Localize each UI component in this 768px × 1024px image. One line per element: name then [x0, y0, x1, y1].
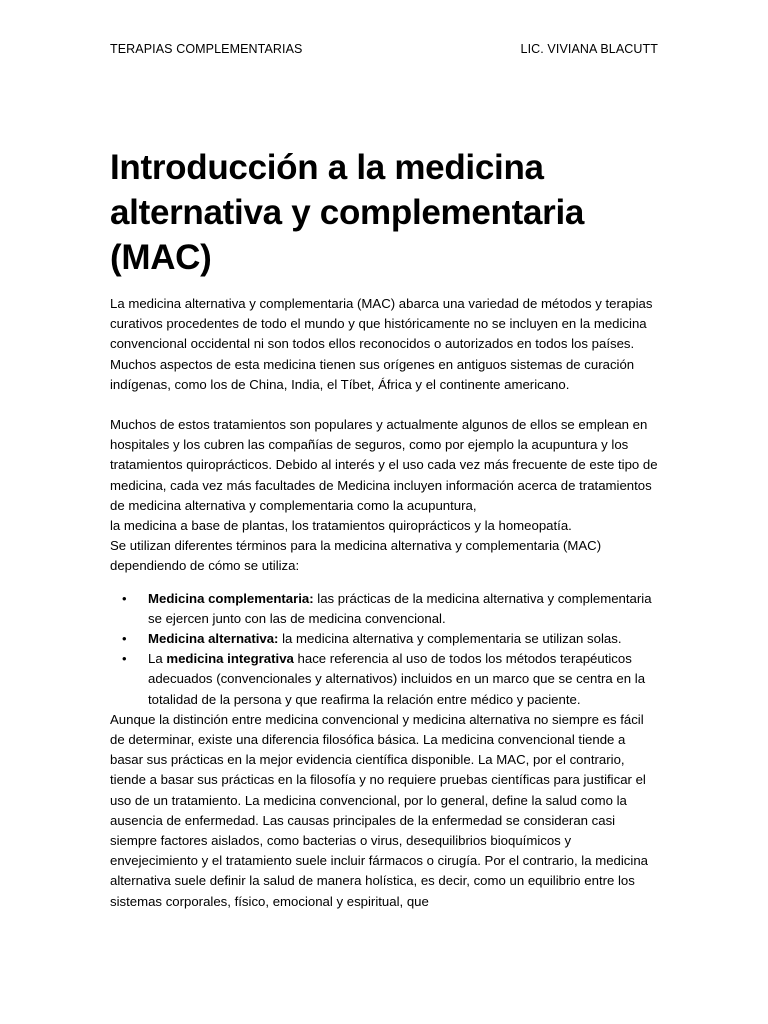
paragraph-treatments-1: Muchos de estos tratamientos son populares y actualmente algunos de ellos se emplean en hospitales y los cubren las compañías de seguros, como por ejemplo la acupuntura y los tratamientos quiroprácticos. Debido al interés y el uso cada vez más frecuente de este tipo de medicina, cada vez más facultades de Medicina incluyen información acerca de tratamientos de medicina alternativa y complementaria como la acupuntura, [110, 417, 658, 513]
list-item-term: Medicina alternativa: [148, 631, 279, 647]
list-item [110, 649, 658, 710]
header-author: LIC. VIVIANA BLACUTT [520, 42, 658, 56]
bullet-icon: • [122, 631, 127, 647]
paragraph-treatments-2: la medicina a base de plantas, los tratamientos quiroprácticos y la homeopatía. [110, 518, 572, 534]
terms-list [110, 589, 658, 710]
bullet-icon: • [122, 651, 127, 667]
page-header [110, 42, 658, 56]
list-item [110, 589, 658, 629]
list-item-text: la medicina alternativa y complementaria se utilizan solas. [278, 631, 622, 647]
list-item-prefix: La [148, 651, 167, 667]
list-item-text: las prácticas de la medicina alternativa y complementaria se ejercen junto con las de medicina convencional. [148, 590, 652, 626]
list-item-term: medicina integrativa [166, 651, 294, 667]
paragraph-intro: La medicina alternativa y complementaria (MAC) abarca una variedad de métodos y terapias curativos procedentes de todo el mundo y que históricamente no se incluyen en la medicina convencional occidental ni son todos ellos reconocidos o autorizados en todos los países. Muchos aspectos de esta medicina tienen sus orígenes en antiguos sistemas de curación indígenas, como los de China, India, el Tíbet, África y el continente americano. [110, 296, 653, 392]
paragraph-terms: Se utilizan diferentes términos para la medicina alternativa y complementaria (MAC) dependiendo de cómo se utiliza: [110, 538, 602, 574]
bullet-icon: • [122, 590, 127, 606]
list-item-term: Medicina complementaria: [148, 590, 314, 606]
document-body [110, 294, 658, 912]
document-title: Introducción a la medicina alternativa y complementaria (MAC) [110, 148, 585, 277]
list-item [110, 629, 658, 649]
header-course: TERAPIAS COMPLEMENTARIAS [110, 42, 303, 56]
list-item-text: hace referencia al uso de todos los métodos terapéuticos adecuados (convencionales y alternativos) incluidos en un marco que se centra en la totalidad de la persona y que reafirma la relación entre médico y paciente. [148, 651, 646, 707]
paragraph-distinction: Aunque la distinción entre medicina convencional y medicina alternativa no siempre es fácil de determinar, existe una diferencia filosófica básica. La medicina convencional tiende a basar sus prácticas en la mejor evidencia científica disponible. La MAC, por el contrario, tiende a basar sus prácticas en la filosofía y no requiere pruebas científicas para justificar el uso de un tratamiento. La medicina convencional, por lo general, define la salud como la ausencia de enfermedad. Las causas principales de la enfermedad se consideran casi siempre factores aislados, como bacterias o virus, desequilibrios bioquímicos y envejecimiento y el tratamiento suele incluir fármacos o cirugía. Por el contrario, la medicina alternativa suele definir la salud de manera holística, es decir, como un equilibrio entre los sistemas corporales, físico, emocional y espiritual, que [110, 711, 649, 909]
